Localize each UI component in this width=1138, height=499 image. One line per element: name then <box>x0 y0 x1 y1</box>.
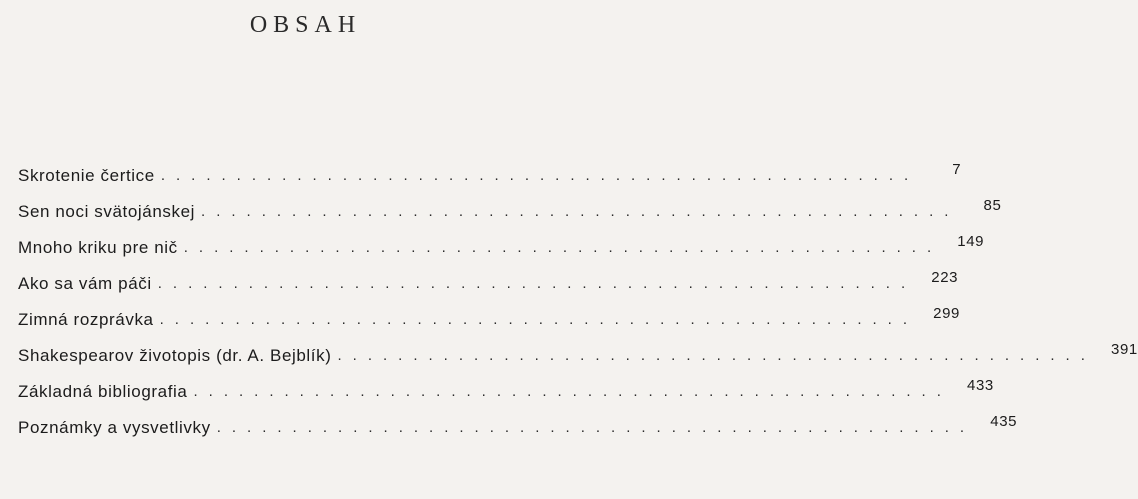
toc-entry-page: 7 <box>952 161 962 178</box>
dot-leader: .................................................. <box>193 383 952 400</box>
toc-entry-page: 299 <box>933 305 960 322</box>
toc-entry-page: 85 <box>983 197 1002 214</box>
dot-leader: .................................................. <box>159 311 918 328</box>
dot-leader: .................................................. <box>160 167 920 184</box>
toc-entry-title: Zimná rozprávka <box>18 310 160 330</box>
toc-entry <box>18 258 959 294</box>
page-title: OBSAH <box>249 12 362 38</box>
toc-entry <box>18 150 962 186</box>
table-of-contents <box>18 150 1138 438</box>
toc-entry <box>18 222 985 258</box>
toc-entry <box>18 402 1018 438</box>
dot-leader: .................................................. <box>201 203 960 220</box>
toc-entry-title: Ako sa vám páči <box>18 274 158 294</box>
dot-leader: .................................................. <box>337 347 1096 364</box>
toc-entry-page: 391 <box>1111 341 1138 358</box>
dot-leader: .................................................. <box>183 239 943 256</box>
toc-entry-page: 223 <box>931 269 959 286</box>
toc-entry-title: Sen noci svätojánskej <box>18 202 201 222</box>
dot-leader: .................................................. <box>157 275 917 292</box>
toc-entry-title: Skrotenie čertice <box>18 166 161 186</box>
toc-entry <box>18 366 994 402</box>
toc-entry <box>18 186 1002 222</box>
toc-entry-title: Shakespearov životopis (dr. A. Bejblík) <box>18 346 338 366</box>
toc-entry <box>18 330 1138 366</box>
toc-entry-page: 149 <box>957 233 985 250</box>
toc-entry-page: 435 <box>990 413 1018 430</box>
toc-entry-title: Poznámky a vysvetlivky <box>18 418 217 438</box>
toc-entry-title: Mnoho kriku pre nič <box>18 238 184 258</box>
toc-entry-title: Základná bibliografia <box>18 382 193 402</box>
toc-entry <box>18 294 960 330</box>
toc-entry-page: 433 <box>967 377 994 394</box>
dot-leader: .................................................. <box>216 419 976 436</box>
